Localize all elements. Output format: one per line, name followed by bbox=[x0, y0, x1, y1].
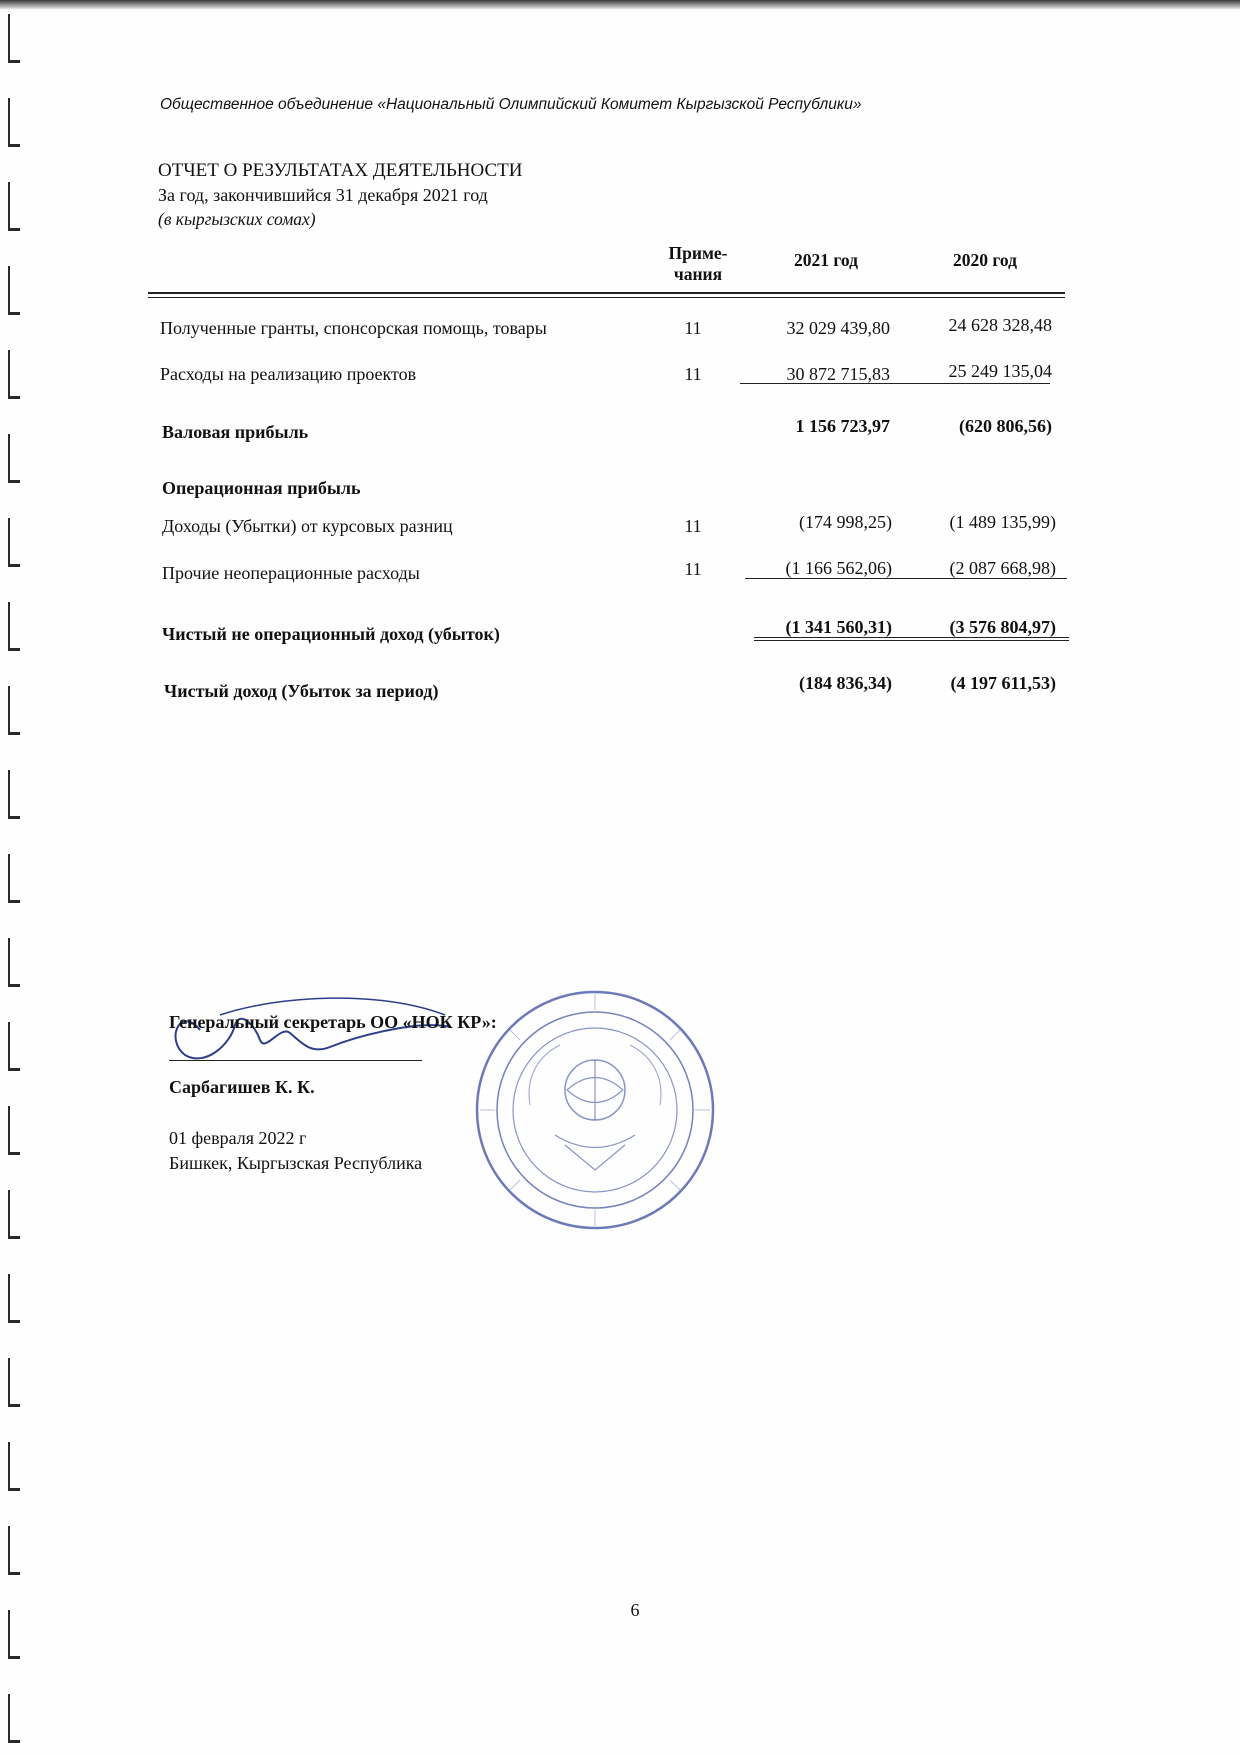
binding-mark bbox=[8, 1274, 20, 1323]
row-value-2021: 32 029 439,80 bbox=[786, 318, 890, 338]
binding-mark bbox=[8, 182, 20, 231]
subtotal-rule bbox=[745, 578, 1067, 579]
binding-mark bbox=[8, 266, 20, 315]
row-value-2020: (2 087 668,98) bbox=[949, 558, 1056, 578]
scan-top-edge bbox=[0, 0, 1240, 10]
total-rule bbox=[754, 637, 1069, 641]
row-note: 11 bbox=[684, 559, 702, 579]
row-value-2021: 30 872 715,83 bbox=[786, 364, 890, 384]
row-note: 11 bbox=[684, 318, 702, 338]
row-label: Чистый не операционный доход (убыток) bbox=[162, 624, 500, 644]
column-header-notes-line1: Приме- bbox=[668, 243, 728, 263]
binding-marks bbox=[6, 0, 24, 1755]
row-label: Чистый доход (Убыток за период) bbox=[164, 681, 439, 701]
row-label: Прочие неоперационные расходы bbox=[162, 563, 420, 583]
binding-mark bbox=[8, 1442, 20, 1491]
binding-mark bbox=[8, 854, 20, 903]
row-label: Операционная прибыль bbox=[162, 478, 361, 498]
binding-mark bbox=[8, 14, 20, 63]
binding-mark bbox=[8, 518, 20, 567]
row-value-2021: (174 998,25) bbox=[799, 512, 892, 532]
subtotal-rule bbox=[740, 383, 1050, 384]
binding-mark bbox=[8, 350, 20, 399]
binding-mark bbox=[8, 686, 20, 735]
binding-mark bbox=[8, 1358, 20, 1407]
binding-mark bbox=[8, 1526, 20, 1575]
signature-place: Бишкек, Кыргызская Республика bbox=[169, 1153, 423, 1173]
signature-position bbox=[169, 1012, 497, 1033]
signatory-name: Сарбагишев К. К. bbox=[169, 1077, 315, 1097]
row-value-2021: (1 166 562,06) bbox=[785, 558, 892, 578]
signatory-position: Генеральный секретарь ОО «НОК КР»: bbox=[169, 1012, 497, 1032]
page-number: 6 bbox=[630, 1600, 640, 1620]
row-note: 11 bbox=[684, 364, 702, 384]
binding-mark bbox=[8, 1106, 20, 1155]
organization-header: Общественное объединение «Национальный Олимпийский Комитет Кыргызской Республики» bbox=[160, 96, 862, 113]
column-header-notes bbox=[658, 243, 738, 285]
column-header-2020: 2020 год bbox=[953, 250, 1017, 270]
column-header-2021: 2021 год bbox=[794, 250, 858, 270]
row-label: Доходы (Убытки) от курсовых разниц bbox=[162, 516, 453, 536]
row-value-2020: (4 197 611,53) bbox=[950, 673, 1056, 693]
signature-date: 01 февраля 2022 г bbox=[169, 1128, 307, 1148]
header-rule bbox=[148, 292, 1065, 298]
row-value-2020: (1 489 135,99) bbox=[949, 512, 1056, 532]
row-value-2021: (184 836,34) bbox=[799, 673, 892, 693]
column-header-notes-line2: чания bbox=[673, 264, 723, 284]
row-value-2020: 24 628 328,48 bbox=[948, 315, 1052, 335]
binding-mark bbox=[8, 98, 20, 147]
currency-note: (в кыргызских сомах) bbox=[158, 209, 316, 229]
row-label: Расходы на реализацию проектов bbox=[160, 364, 417, 384]
row-value-2020: 25 249 135,04 bbox=[948, 361, 1052, 381]
signature-line bbox=[169, 1060, 422, 1061]
row-label: Валовая прибыль bbox=[162, 422, 309, 442]
row-value-2020: (3 576 804,97) bbox=[949, 617, 1056, 637]
binding-mark bbox=[8, 1190, 20, 1239]
binding-mark bbox=[8, 1022, 20, 1071]
binding-mark bbox=[8, 938, 20, 987]
binding-mark bbox=[8, 602, 20, 651]
row-value-2020: (620 806,56) bbox=[959, 416, 1052, 436]
binding-mark bbox=[8, 770, 20, 819]
row-value-2021: (1 341 560,31) bbox=[785, 617, 892, 637]
binding-mark bbox=[8, 1694, 20, 1743]
binding-mark bbox=[8, 1610, 20, 1659]
report-title: ОТЧЕТ О РЕЗУЛЬТАТАХ ДЕЯТЕЛЬНОСТИ bbox=[158, 160, 523, 181]
row-note: 11 bbox=[684, 516, 702, 536]
row-label: Полученные гранты, спонсорская помощь, товары bbox=[160, 318, 547, 338]
report-period: За год, закончившийся 31 декабря 2021 год bbox=[158, 185, 488, 205]
row-value-2021: 1 156 723,97 bbox=[795, 416, 890, 436]
binding-mark bbox=[8, 434, 20, 483]
official-stamp bbox=[470, 985, 720, 1235]
